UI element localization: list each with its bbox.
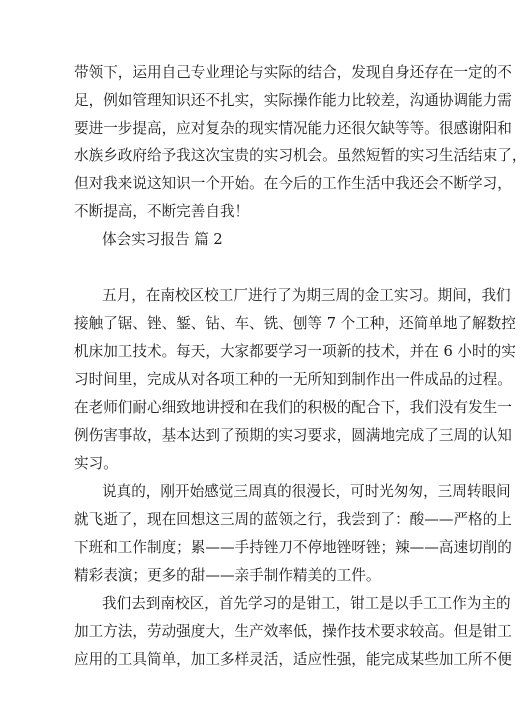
paragraph-line: 在老师们耐心细致地讲授和在我们的积极的配合下，我们没有发生一 [74, 399, 512, 416]
paragraph-line: 要进一步提高，应对复杂的现实情况能力还很欠缺等等。很感谢阳和 [74, 120, 512, 137]
paragraph-line: 但对我来说这知识一个开始。在今后的工作生活中我还会不断学习， [74, 175, 512, 192]
paragraph-line: 加工方法，劳动强度大，生产效率低，操作技术要求较高。但是钳工 [74, 623, 512, 640]
paragraph-line: 我们去到南校区，首先学习的是钳工，钳工是以手工工作为主的 [102, 595, 511, 612]
paragraph-line: 应用的工具简单，加工多样灵活，适应性强，能完成某些加工所不便 [74, 651, 512, 668]
paragraph-line: 就飞逝了，现在回想这三周的蓝领之行，我尝到了：酸——严格的上 [74, 511, 512, 528]
paragraph-line: 机床加工技术。每天，大家都要学习一项新的技术，并在 6 小时的实 [74, 343, 516, 360]
paragraph-line: 说真的，刚开始感觉三周真的很漫长，可时光匆匆，三周转眼间 [102, 483, 511, 500]
paragraph-line: 习时间里，完成从对各项工种的一无所知到制作出一件成品的过程。 [74, 371, 512, 388]
paragraph-line: 带领下，运用自己专业理论与实际的结合，发现自身还存在一定的不 [74, 64, 512, 81]
paragraph-line: 不断提高，不断完善自我！ [74, 203, 250, 220]
paragraph-line: 水族乡政府给予我这次宝贵的实习机会。虽然短暂的实习生活结束了， [74, 147, 526, 164]
paragraph-line: 下班和工作制度；累——手持锉刀不停地锉呀锉；辣——高速切削的 [74, 539, 512, 556]
paragraph-line: 实习。 [74, 455, 118, 472]
section-heading: 体会实习报告 篇 2 [102, 231, 223, 248]
paragraph-line: 精彩表演；更多的甜——亲手制作精美的工件。 [74, 567, 381, 584]
paragraph-line: 接触了锯、锉、錾、钻、车、铣、刨等 7 个工种，还简单地了解数控 [74, 315, 516, 332]
paragraph-line: 例伤害事故，基本达到了预期的实习要求，圆满地完成了三周的认知 [74, 427, 512, 444]
paragraph-line: 足，例如管理知识还不扎实，实际操作能力比较差，沟通协调能力需 [74, 92, 512, 109]
paragraph-line: 五月，在南校区校工厂进行了为期三周的金工实习。期间，我们 [102, 287, 511, 304]
